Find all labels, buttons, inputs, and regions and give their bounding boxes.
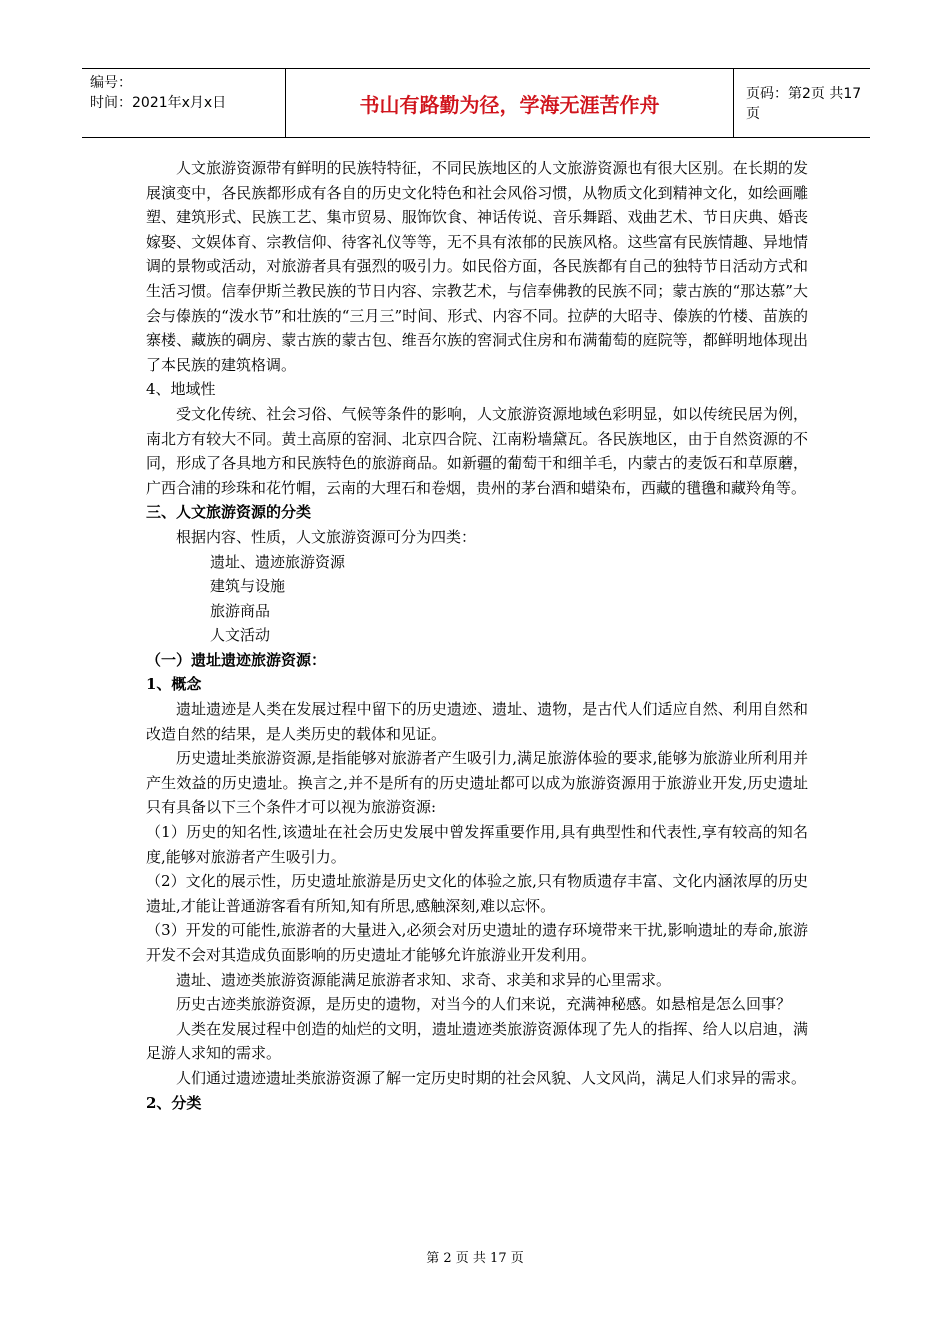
body-paragraph: （1）历史的知名性,该遗址在社会历史发展中曾发挥重要作用,具有典型性和代表性,享有较高的知名度,能够对旅游者产生吸引力。 xyxy=(146,823,808,866)
body-paragraph: 遗址遗迹是人类在发展过程中留下的历史遗迹、遗址、遗物，是古代人们适应自然、利用自然和改造自然的结果，是人类历史的载体和见证。 xyxy=(146,700,808,743)
document-number-label: 编号： xyxy=(90,75,132,91)
body-paragraph: 历史古迹类旅游资源，是历史的遗物，对当今的人们来说，充满神秘感。如悬棺是怎么回事？ xyxy=(176,995,792,1014)
body-paragraph: （2）文化的展示性，历史遗址旅游是历史文化的体验之旅,只有物质遗存丰富、文化内涵浓厚的历史遗址,才能让普通游客看有所知,知有所思,感触深刻,难以忘怀。 xyxy=(146,872,808,915)
header-page-info: 页码：第2页 共17页 xyxy=(746,86,862,122)
list-item: 人文活动 xyxy=(210,626,271,645)
body-paragraph: 人文旅游资源带有鲜明的民族特特征，不同民族地区的人文旅游资源也有很大区别。在长期的发展演变中，各民族都形成有各自的历史文化特色和社会风俗习惯，从物质文化到精神文化，如绘画雕塑、建筑形式、民族工艺、集市贸易、服饰饮食、神话传说、音乐舞蹈、戏曲艺术、节日庆典、婚丧嫁娶、文娱体育、宗教信仰、待客礼仪等等，无不具有浓郁的民族风格。这些富有民族情趣、异地情调的景物或活动，对旅游者具有强烈的吸引力。如民俗方面，各民族都有自己的独特节日活动方式和生活习惯。信奉伊斯兰教民族的节日内容、宗教艺术，与信奉佛教的民族不同；蒙古族的“那达慕”大会与傣族的“泼水节”和壮族的“三月三”时间、形式、内容不同。拉萨的大昭寺、傣族的竹楼、苗族的寨楼、藏族的碉房、蒙古族的蒙古包、维吾尔族的窖洞式住房和布满葡萄的庭院等，都鲜明地体现出了本民族的建筑格调。 xyxy=(146,159,808,374)
page-header xyxy=(82,68,870,138)
page-footer: 第 2 页 共 17 页 xyxy=(426,1251,524,1266)
list-item: 旅游商品 xyxy=(210,601,271,620)
body-paragraph: 人类在发展过程中创造的灿烂的文明，遗址遗迹类旅游资源体现了先人的指挥、给人以启迪，满足游人求知的需求。 xyxy=(146,1019,808,1063)
document-body xyxy=(146,156,808,1115)
section-heading: （一）遗址遗迹旅游资源： xyxy=(146,650,327,669)
section-heading: 1、概念 xyxy=(146,675,202,694)
section-heading: 2、分类 xyxy=(146,1093,202,1112)
header-motto: 书山有路勤为径，学海无涯苦作舟 xyxy=(286,69,734,137)
body-paragraph: 遗址、遗迹类旅游资源能满足旅游者求知、求奇、求美和求异的心里需求。 xyxy=(176,970,672,989)
body-paragraph: 根据内容、性质，人文旅游资源可分为四类： xyxy=(176,527,477,546)
body-paragraph: （3）开发的可能性,旅游者的大量进入,必须会对历史遗址的遗存环境带来干扰,影响遗址的寿命,旅游开发不会对其造成负面影响的历史遗址才能够允许旅游业开发利用。 xyxy=(146,921,808,964)
list-item: 遗址、遗迹旅游资源 xyxy=(210,552,346,571)
body-paragraph: 4、地域性 xyxy=(146,380,216,399)
body-paragraph: 历史遗址类旅游资源,是指能够对旅游者产生吸引力,满足旅游体验的要求,能够为旅游业所利用并产生效益的历史遗址。换言之,并不是所有的历史遗址都可以成为旅游资源用于旅游业开发,历史遗址只有具备以下三个条件才可以视为旅游资源: xyxy=(146,749,808,817)
section-heading: 三、人文旅游资源的分类 xyxy=(146,503,312,522)
body-paragraph: 受文化传统、社会习俗、气候等条件的影响，人文旅游资源地域色彩明显，如以传统民居为例，南北方有较大不同。黄土高原的窑洞、北京四合院、江南粉墙黛瓦。各民族地区，由于自然资源的不同，形成了各具地方和民族特色的旅游商品。如新疆的葡萄干和细羊毛，内蒙古的麦饭石和草原蘑，广西合浦的珍珠和花竹帽，云南的大理石和卷烟，贵州的茅台酒和蜡染布，西藏的氆氇和藏羚角等。 xyxy=(146,404,808,497)
list-item: 建筑与设施 xyxy=(210,577,286,596)
document-date-label: 时间：2021年x月x日 xyxy=(90,95,227,111)
body-paragraph: 人们通过遗迹遗址类旅游资源了解一定历史时期的社会风貌、人文风尚，满足人们求异的需求。 xyxy=(176,1068,807,1087)
header-meta-cell xyxy=(82,69,286,137)
